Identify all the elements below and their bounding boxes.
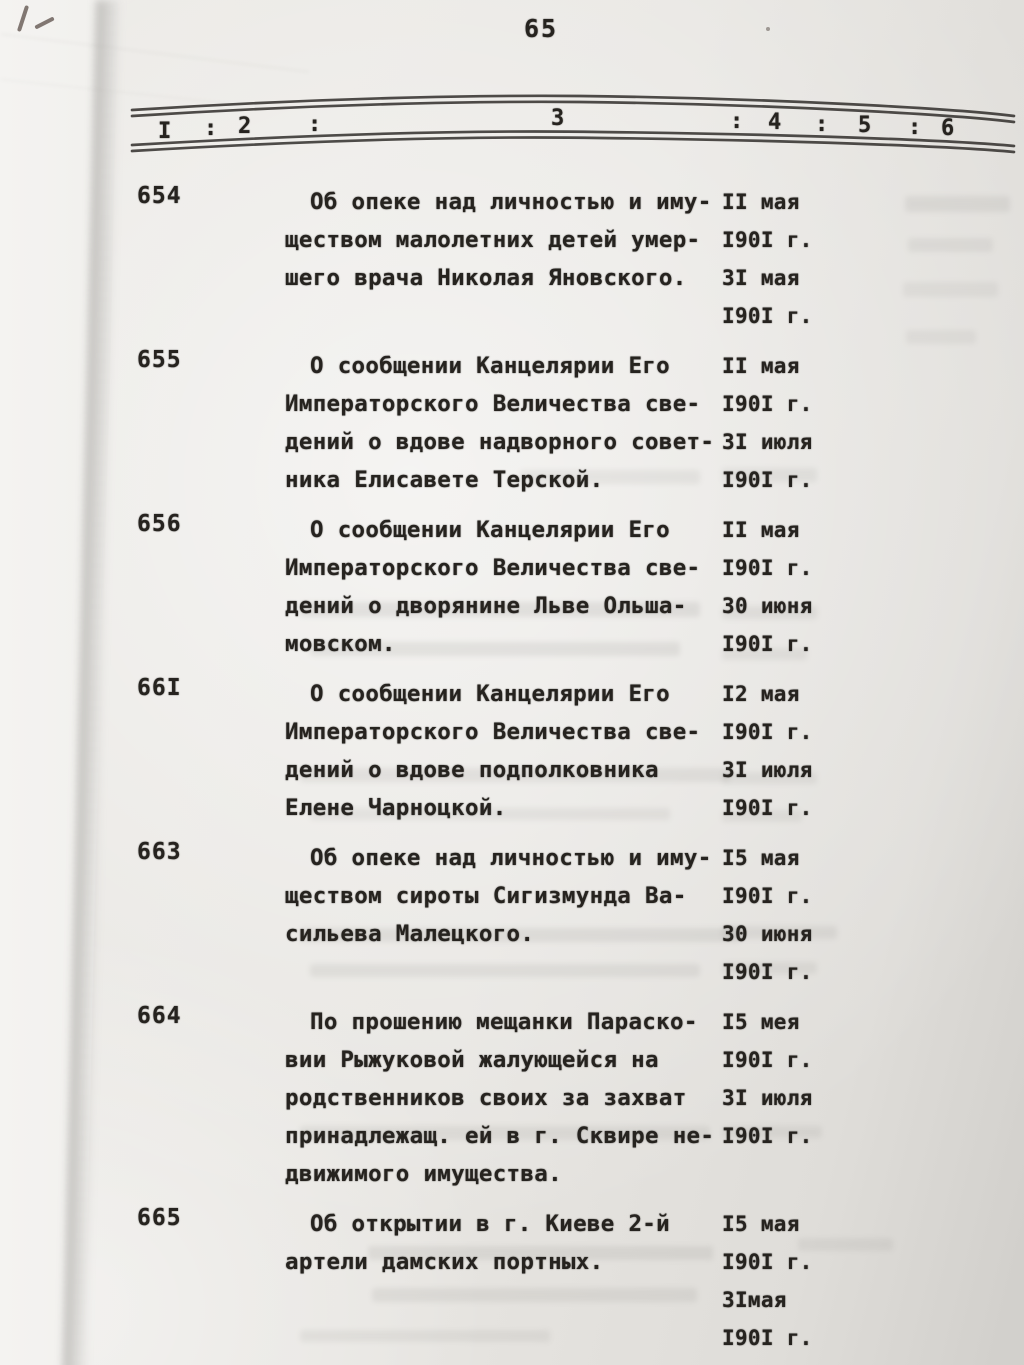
case-number: 663 xyxy=(137,839,182,865)
case-date-line: I5 мая xyxy=(722,1212,800,1236)
case-dates xyxy=(722,347,902,499)
case-title-line: ществом сироты Сигизмунда Ва- xyxy=(285,883,687,909)
case-title xyxy=(285,675,735,827)
table-row xyxy=(0,675,1024,839)
case-title-line: шего врача Николая Яновского. xyxy=(285,265,687,291)
case-dates xyxy=(722,1003,902,1155)
table-body xyxy=(0,183,1024,1365)
case-date-line: 3I июля xyxy=(722,1086,813,1110)
table-row xyxy=(0,183,1024,347)
page-number: 65 xyxy=(524,14,559,43)
case-date-line: I90I г. xyxy=(722,1124,813,1148)
case-title xyxy=(285,1003,735,1193)
case-title-line: О сообщении Канцелярии Его xyxy=(310,681,670,707)
column-separator: : xyxy=(730,109,744,134)
case-dates xyxy=(722,675,902,827)
column-header-5: 5 xyxy=(858,113,872,138)
case-number: 656 xyxy=(137,511,182,537)
case-title xyxy=(285,347,735,499)
case-date-line: II мая xyxy=(722,354,800,378)
case-dates xyxy=(722,839,902,991)
case-number: 665 xyxy=(137,1205,182,1231)
column-separator: : xyxy=(815,112,829,137)
case-dates xyxy=(722,183,902,335)
case-title-line: Об опеке над личностью и иму- xyxy=(310,189,712,215)
table-row xyxy=(0,1003,1024,1205)
case-title-line: Императорского Величества све- xyxy=(285,391,701,417)
case-date-line: I90I г. xyxy=(722,392,813,416)
column-header-4: 4 xyxy=(768,110,782,135)
case-title-line: дений о вдове надворного совет- xyxy=(285,429,715,455)
case-title-line: ника Елисавете Терской. xyxy=(285,467,604,493)
case-date-line: II мая xyxy=(722,518,800,542)
table-row xyxy=(0,347,1024,511)
case-date-line: 3I июля xyxy=(722,758,813,782)
case-title-line: Об опеке над личностью и иму- xyxy=(310,845,712,871)
ink-speck xyxy=(766,27,770,31)
case-date-line: I90I г. xyxy=(722,1326,813,1350)
case-title-line: О сообщении Канцелярии Его xyxy=(310,353,670,379)
case-title-line: дений о вдове подполковника xyxy=(285,757,659,783)
case-date-line: I90I г. xyxy=(722,884,813,908)
case-title-line: Императорского Величества све- xyxy=(285,719,701,745)
case-date-line: 3I июля xyxy=(722,430,813,454)
case-title-line: Елене Чарноцкой. xyxy=(285,795,507,821)
case-date-line: I90I г. xyxy=(722,556,813,580)
case-number: 655 xyxy=(137,347,182,373)
case-title-line: сильева Малецкого. xyxy=(285,921,535,947)
column-header-3: 3 xyxy=(551,106,565,131)
case-title xyxy=(285,183,735,297)
case-date-line: I90I г. xyxy=(722,796,813,820)
case-title-line: артели дамских портных. xyxy=(285,1249,604,1275)
case-number: 664 xyxy=(137,1003,182,1029)
column-header-2: 2 xyxy=(238,114,252,139)
case-title-line: мовском. xyxy=(285,631,396,657)
case-title-line: О сообщении Канцелярии Его xyxy=(310,517,670,543)
case-date-line: I5 мея xyxy=(722,1010,800,1034)
case-dates xyxy=(722,1205,902,1357)
case-title-line: Императорского Величества све- xyxy=(285,555,701,581)
case-title-line: движимого имущества. xyxy=(285,1161,562,1187)
case-title-line: Об открытии в г. Киеве 2-й xyxy=(310,1211,670,1237)
case-date-line: I90I г. xyxy=(722,1048,813,1072)
case-title-line: По прошению мещанки Параско- xyxy=(310,1009,698,1035)
case-title-line: ществом малолетних детей умер- xyxy=(285,227,701,253)
case-date-line: 30 июня xyxy=(722,922,813,946)
case-date-line: I90I г. xyxy=(722,304,813,328)
case-dates xyxy=(722,511,902,663)
case-date-line: I90I г. xyxy=(722,632,813,656)
case-title xyxy=(285,511,735,663)
case-number: 66I xyxy=(137,675,182,701)
case-date-line: I90I г. xyxy=(722,1250,813,1274)
case-date-line: II мая xyxy=(722,190,800,214)
case-number: 654 xyxy=(137,183,182,209)
case-title xyxy=(285,839,735,953)
case-title-line: дений о дворянине Льве Ольша- xyxy=(285,593,687,619)
case-title-line: родственников своих за захват xyxy=(285,1085,687,1111)
case-title-line: вии Рыжуковой жалующейся на xyxy=(285,1047,659,1073)
column-separator: : xyxy=(204,116,218,141)
case-date-line: I90I г. xyxy=(722,468,813,492)
table-row xyxy=(0,839,1024,1003)
table-row xyxy=(0,1205,1024,1365)
column-header-1: I xyxy=(158,119,172,144)
case-date-line: I2 мая xyxy=(722,682,800,706)
case-date-line: I90I г. xyxy=(722,228,813,252)
case-date-line: I90I г. xyxy=(722,720,813,744)
case-date-line: 3Iмая xyxy=(722,1288,787,1312)
case-date-line: I90I г. xyxy=(722,960,813,984)
case-title xyxy=(285,1205,735,1281)
column-separator: : xyxy=(908,115,922,140)
case-date-line: 30 июня xyxy=(722,594,813,618)
column-header-6: 6 xyxy=(941,116,955,141)
case-title-line: принадлежащ. ей в г. Сквире не- xyxy=(285,1123,715,1149)
table-row xyxy=(0,511,1024,675)
case-date-line: 3I мая xyxy=(722,266,800,290)
column-separator: : xyxy=(308,112,322,137)
case-date-line: I5 мая xyxy=(722,846,800,870)
